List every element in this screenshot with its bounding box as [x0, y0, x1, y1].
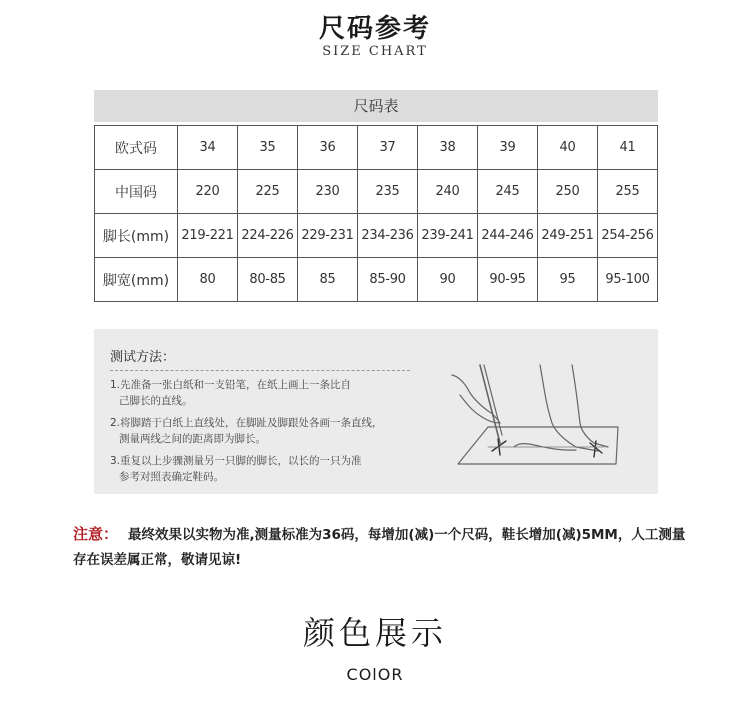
- size-table: [94, 125, 658, 302]
- table-cell: 255: [598, 170, 658, 214]
- row-header: 脚长(mm): [95, 214, 178, 258]
- notice: [73, 522, 693, 573]
- table-cell: 245: [478, 170, 538, 214]
- table-cell: 80-85: [238, 258, 298, 302]
- table-cell: 219-221: [178, 214, 238, 258]
- measure-step-2: 2.将脚踏于白纸上直线处，在脚趾及脚跟处各画一条直线， 测量两线之间的距离即为脚长。: [110, 417, 383, 445]
- color-section-title: 颜色展示: [302, 614, 447, 652]
- table-cell: 244-246: [478, 214, 538, 258]
- table-cell: 225: [238, 170, 298, 214]
- row-header: 中国码: [95, 170, 178, 214]
- table-cell: 240: [418, 170, 478, 214]
- measurement-guide: [94, 329, 658, 494]
- table-cell: 235: [358, 170, 418, 214]
- table-cell: 38: [418, 126, 478, 170]
- table-cell: 40: [538, 126, 598, 170]
- table-cell: 234-236: [358, 214, 418, 258]
- table-cell: 35: [238, 126, 298, 170]
- table-row: [95, 258, 658, 302]
- table-cell: 90-95: [478, 258, 538, 302]
- color-section-subtitle: COlOR: [346, 665, 404, 684]
- measure-title: 测试方法：: [110, 350, 176, 365]
- table-cell: 230: [298, 170, 358, 214]
- table-cell: 95-100: [598, 258, 658, 302]
- table-cell: 95: [538, 258, 598, 302]
- size-table-banner: 尺码表: [94, 90, 658, 122]
- table-cell: 80: [178, 258, 238, 302]
- table-cell: 39: [478, 126, 538, 170]
- table-cell: 34: [178, 126, 238, 170]
- table-cell: 224-226: [238, 214, 298, 258]
- foot-outline: [540, 365, 598, 451]
- table-row: [95, 126, 658, 170]
- table-cell: 239-241: [418, 214, 478, 258]
- row-header: 欧式码: [95, 126, 178, 170]
- row-header: 脚宽(mm): [95, 258, 178, 302]
- table-cell: 41: [598, 126, 658, 170]
- measure-step-3: 3.重复以上步骤测量另一只脚的脚长，以长的一只为准 参考对照表确定鞋码。: [110, 455, 362, 483]
- divider: [110, 370, 410, 371]
- table-cell: 36: [298, 126, 358, 170]
- table-cell: 37: [358, 126, 418, 170]
- table-cell: 249-251: [538, 214, 598, 258]
- table-cell: 85: [298, 258, 358, 302]
- table-cell: 229-231: [298, 214, 358, 258]
- foot-measurement-illustration: [448, 347, 628, 472]
- notice-text: 最终效果以实物为准,测量标准为36码，每增加(减)一个尺码，鞋长增加(减)5MM，人工测量存在误差属正常，敬请见谅!: [73, 527, 686, 568]
- table-cell: 85-90: [358, 258, 418, 302]
- notice-label: 注意：: [73, 525, 119, 543]
- table-row: [95, 214, 658, 258]
- table-cell: 220: [178, 170, 238, 214]
- table-cell: 254-256: [598, 214, 658, 258]
- table-row: [95, 170, 658, 214]
- table-cell: 250: [538, 170, 598, 214]
- measure-step-1: 1.先准备一张白纸和一支铅笔，在纸上画上一条比自 己脚长的直线。: [110, 379, 352, 407]
- size-chart-subtitle: SIZE CHART: [322, 44, 428, 59]
- size-chart-title: 尺码参考: [318, 14, 431, 44]
- table-cell: 90: [418, 258, 478, 302]
